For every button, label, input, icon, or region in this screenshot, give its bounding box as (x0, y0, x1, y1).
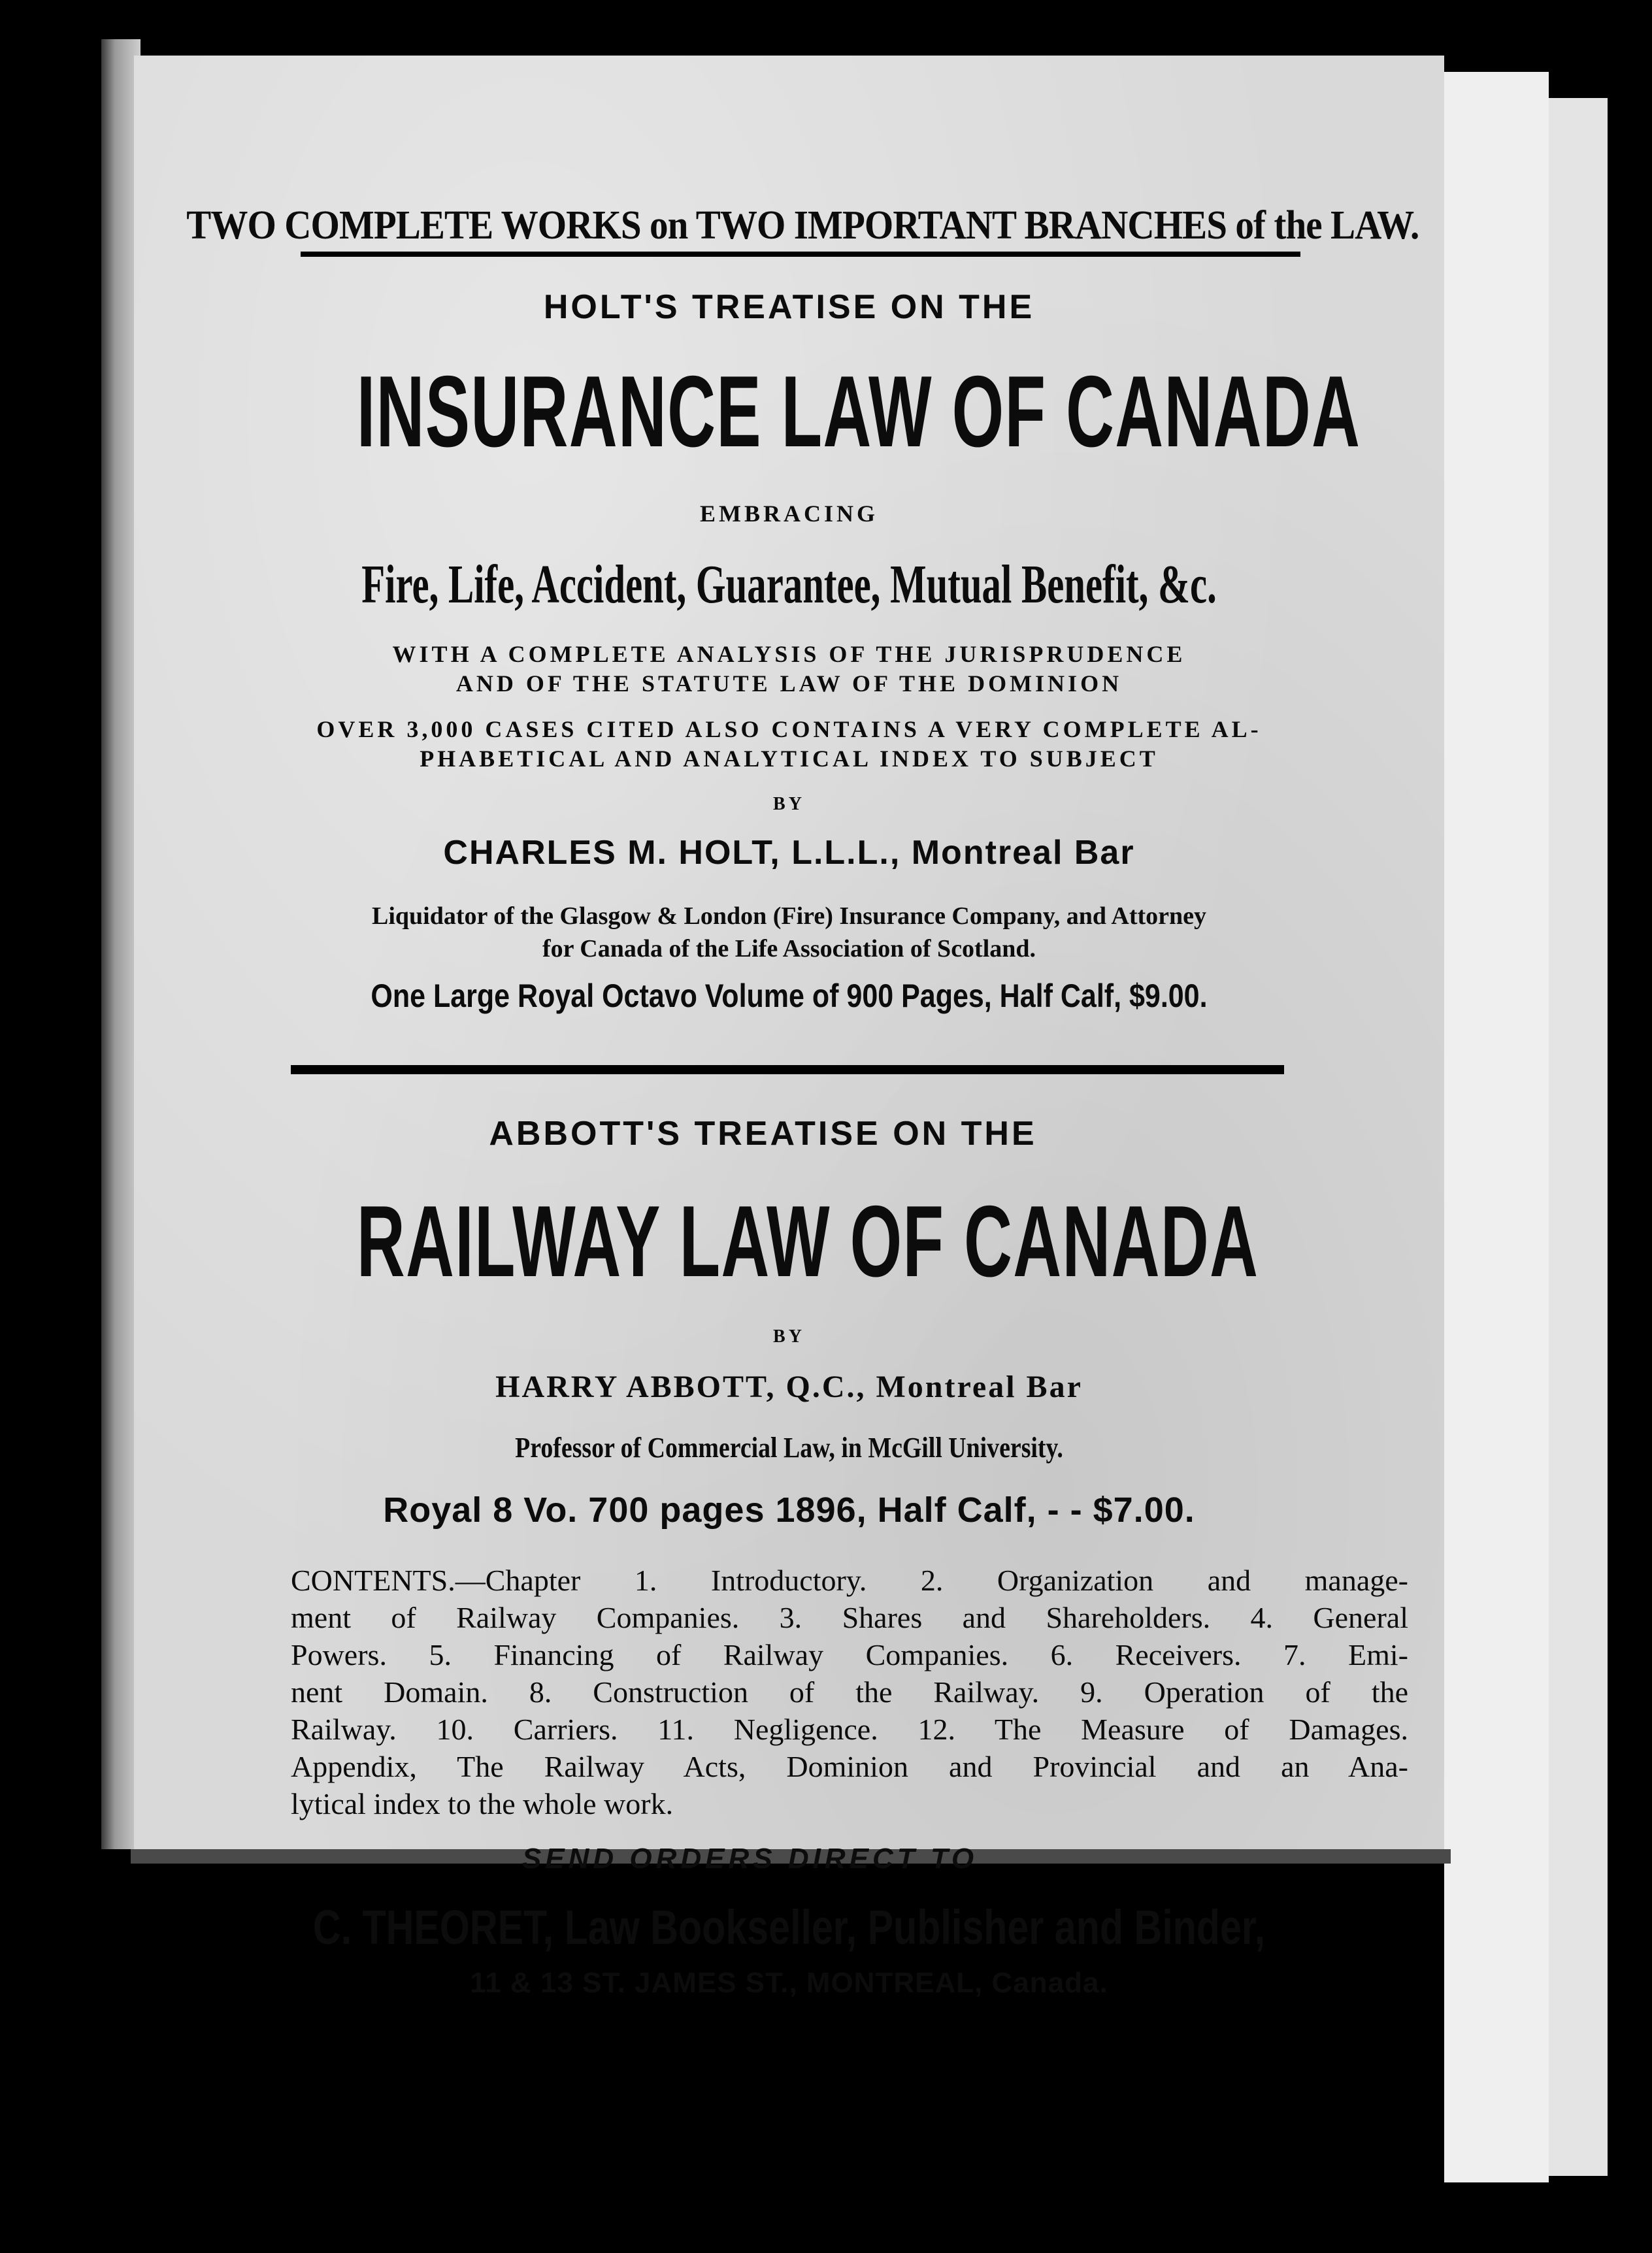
railway-contents (291, 1562, 1408, 1822)
insurance-cases-line-2: PHABETICAL AND ANALYTICAL INDEX TO SUBJECT (420, 746, 1159, 772)
railway-by: BY (773, 1326, 805, 1347)
orders-seller-line: C. THEORET, Law Bookseller, Publisher and Binder, (312, 1900, 1266, 1954)
section-rule (291, 1065, 1284, 1074)
contents-line: lytical index to the whole work. (291, 1787, 674, 1820)
railway-edition: Royal 8 Vo. 700 pages 1896, Half Calf, - - $7.00. (383, 1490, 1195, 1530)
insurance-affiliation-line-2: for Canada of the Life Association of Scotland. (542, 935, 1036, 962)
orders-send: SEND ORDERS DIRECT TO (521, 1843, 978, 1875)
insurance-affiliation-line-1: Liquidator of the Glasgow & London (Fire) Insurance Company, and Attorney (371, 902, 1206, 930)
railway-title: RAILWAY LAW OF CANADA (356, 1185, 1259, 1298)
insurance-embracing: EMBRACING (699, 501, 878, 527)
insurance-analysis-line-2: AND OF THE STATUTE LAW OF THE DOMINION (455, 670, 1123, 697)
advertisement (134, 56, 1444, 1875)
railway-professorship: Professor of Commercial Law, in McGill University. (515, 1432, 1063, 1464)
insurance-author: CHARLES M. HOLT, L.L.L., Montreal Bar (443, 834, 1135, 872)
adjacent-leaf-edge (1549, 98, 1608, 2176)
railway-kicker: ABBOTT'S TREATISE ON THE (489, 1115, 1037, 1153)
banner-rule (301, 252, 1300, 257)
contents-line: CONTENTS.—Chapter 1. Introductory. 2. Organization and manage- (291, 1564, 1408, 1597)
insurance-subjects: Fire, Life, Accident, Guarantee, Mutual Benefit, &c. (361, 554, 1217, 615)
contents-line: Appendix, The Railway Acts, Dominion and Provincial and an Ana- (291, 1750, 1408, 1783)
insurance-cases-line-1: OVER 3,000 CASES CITED ALSO CONTAINS A VERY COMPLETE AL- (316, 716, 1262, 742)
contents-line: ment of Railway Companies. 3. Shares and Shareholders. 4. General (291, 1601, 1408, 1634)
contents-line: nent Domain. 8. Construction of the Railway. 9. Operation of the (291, 1675, 1408, 1709)
insurance-title: INSURANCE LAW OF CANADA (356, 355, 1361, 468)
insurance-analysis-line-1: WITH A COMPLETE ANALYSIS OF THE JURISPRUDENCE (392, 641, 1186, 667)
contents-line: Powers. 5. Financing of Railway Companies. 6. Receivers. 7. Emi- (291, 1638, 1408, 1671)
insurance-volume: One Large Royal Octavo Volume of 900 Pages, Half Calf, $9.00. (371, 978, 1208, 1014)
adjacent-leaf (1444, 72, 1549, 2182)
insurance-by: BY (773, 794, 805, 814)
banner-heading: TWO COMPLETE WORKS on TWO IMPORTANT BRANCHES of the LAW. (186, 203, 1419, 248)
insurance-kicker: HOLT'S TREATISE ON THE (543, 288, 1035, 326)
orders-address: 11 & 13 ST. JAMES ST., MONTREAL, Canada. (470, 1967, 1108, 1999)
contents-line: Railway. 10. Carriers. 11. Negligence. 12. The Measure of Damages. (291, 1713, 1408, 1746)
railway-author: HARRY ABBOTT, Q.C., Montreal Bar (495, 1370, 1083, 1404)
